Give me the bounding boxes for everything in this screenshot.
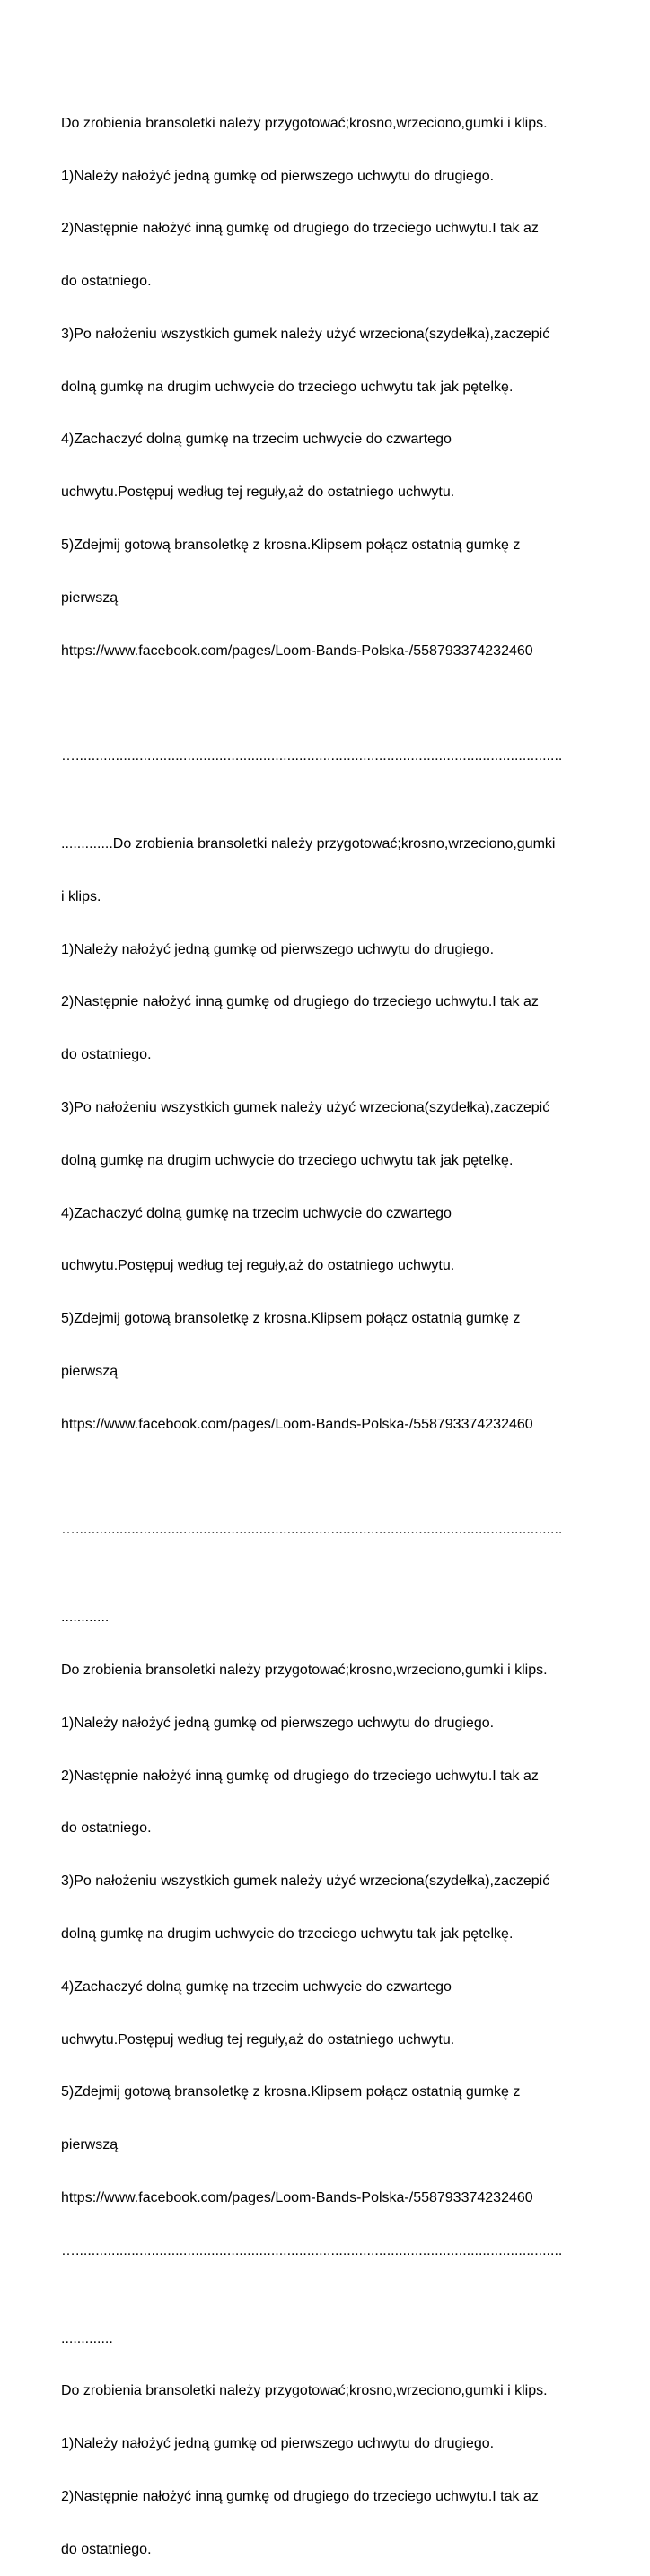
text-line: 2)Następnie nałożyć inną gumkę od drugiego do trzeciego uchwytu.I tak az: [61, 994, 539, 1010]
dotted-separator: …..........................................................................................................................: [61, 1522, 563, 1538]
text-line: 2)Następnie nałożyć inną gumkę od drugiego do trzeciego uchwytu.I tak az: [61, 2488, 539, 2504]
text-line: 3)Po nałożeniu wszystkich gumek należy użyć wrzeciona(szydełka),zaczepić: [61, 1100, 550, 1116]
text-line: 1)Należy nałożyć jedną gumkę od pierwszego uchwytu do drugiego.: [61, 941, 495, 957]
text-line: 5)Zdejmij gotową bransoletkę z krosna.Klipsem połącz ostatnią gumkę z: [61, 1311, 521, 1327]
dotted-separator: …..........................................................................................................................: [61, 2242, 563, 2258]
text-line: do ostatniego.: [61, 274, 152, 290]
text-line: pierwszą: [61, 589, 119, 606]
document-page: [61, 62, 593, 2576]
blank-line: [61, 1469, 593, 1487]
text-line: 2)Następnie nałożyć inną gumkę od drugiego do trzeciego uchwytu.I tak az: [61, 1768, 539, 1784]
text-line: 4)Zachaczyć dolną gumkę na trzecim uchwycie do czwartego: [61, 1205, 452, 1221]
text-line: .............Do zrobienia bransoletki należy przygotować;krosno,wrzeciono,gumki: [61, 836, 556, 852]
dotted-separator: …..........................................................................................................................: [61, 748, 563, 764]
url-line: https://www.facebook.com/pages/Loom-Bands-Polska-/558793374232460: [61, 642, 533, 659]
text-line: Do zrobienia bransoletki należy przygotować;krosno,wrzeciono,gumki i klips.: [61, 115, 548, 131]
text-line: 4)Zachaczyć dolną gumkę na trzecim uchwycie do czwartego: [61, 432, 452, 448]
blank-line: [61, 694, 593, 712]
text-line: .............: [61, 2330, 113, 2346]
text-line: Do zrobienia bransoletki należy przygotować;krosno,wrzeciono,gumki i klips.: [61, 1663, 548, 1679]
text-line: dolną gumkę na drugim uchwycie do trzeciego uchwytu tak jak pętelkę.: [61, 379, 514, 395]
text-line: Do zrobienia bransoletki należy przygotować;krosno,wrzeciono,gumki i klips.: [61, 2383, 548, 2399]
url-line: https://www.facebook.com/pages/Loom-Bands-Polska-/558793374232460: [61, 2189, 533, 2205]
text-line: 4)Zachaczyć dolną gumkę na trzecim uchwycie do czwartego: [61, 1978, 452, 1995]
text-line: do ostatniego.: [61, 2541, 152, 2557]
text-line: dolną gumkę na drugim uchwycie do trzeciego uchwytu tak jak pętelkę.: [61, 1152, 514, 1168]
text-line: 5)Zdejmij gotową bransoletkę z krosna.Klipsem połącz ostatnią gumkę z: [61, 2084, 521, 2100]
text-line: 1)Należy nałożyć jedną gumkę od pierwszego uchwytu do drugiego.: [61, 168, 495, 184]
text-line: pierwszą: [61, 2137, 119, 2153]
text-line: i klips.: [61, 888, 101, 904]
text-line: 3)Po nałożeniu wszystkich gumek należy użyć wrzeciona(szydełka),zaczepić: [61, 1873, 550, 1890]
text-line: pierwszą: [61, 1363, 119, 1379]
text-line: ............: [61, 1610, 110, 1626]
text-line: do ostatniego.: [61, 1047, 152, 1063]
url-line: https://www.facebook.com/pages/Loom-Bands-Polska-/558793374232460: [61, 1416, 533, 1432]
text-line: 2)Następnie nałożyć inną gumkę od drugiego do trzeciego uchwytu.I tak az: [61, 221, 539, 237]
text-line: 3)Po nałożeniu wszystkich gumek należy użyć wrzeciona(szydełka),zaczepić: [61, 326, 550, 342]
text-line: do ostatniego.: [61, 1821, 152, 1837]
text-line: uchwytu.Postępuj według tej reguły,aż do ostatniego uchwytu.: [61, 485, 455, 501]
text-line: dolną gumkę na drugim uchwycie do trzeciego uchwytu tak jak pętelkę.: [61, 1925, 514, 1942]
text-line: uchwytu.Postępuj według tej reguły,aż do ostatniego uchwytu.: [61, 2031, 455, 2048]
text-line: uchwytu.Postępuj według tej reguły,aż do ostatniego uchwytu.: [61, 1258, 455, 1274]
text-line: 1)Należy nałożyć jedną gumkę od pierwszego uchwytu do drugiego.: [61, 1715, 495, 1731]
text-line: 1)Należy nałożyć jedną gumkę od pierwszego uchwytu do drugiego.: [61, 2436, 495, 2452]
text-line: 5)Zdejmij gotową bransoletkę z krosna.Klipsem połącz ostatnią gumkę z: [61, 537, 521, 554]
